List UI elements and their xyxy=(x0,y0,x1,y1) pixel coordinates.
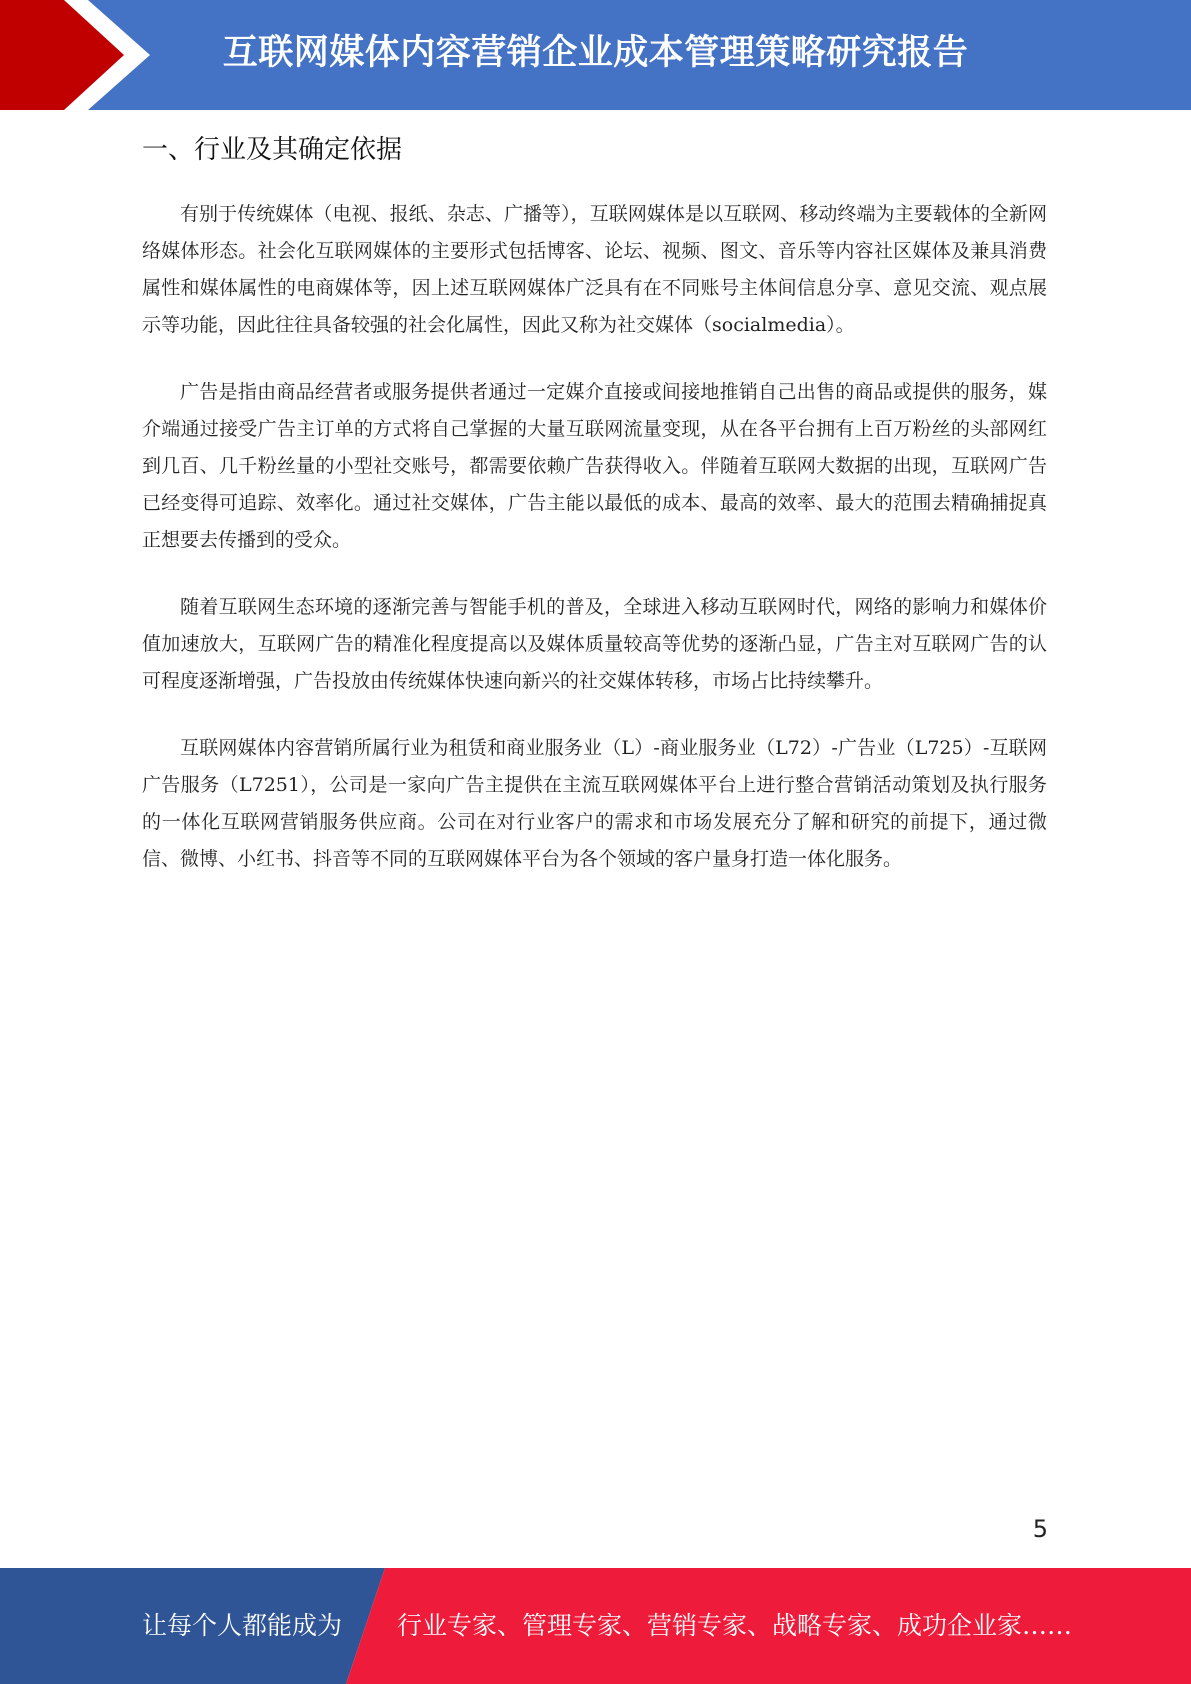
paragraph-3: 随着互联网生态环境的逐渐完善与智能手机的普及，全球进入移动互联网时代，网络的影响力和媒体价值加速放大，互联网广告的精准化程度提高以及媒体质量较高等优势的逐渐凸显，广告主对互联网广告的认可程度逐渐增强，广告投放由传统媒体快速向新兴的社交媒体转移，市场占比持续攀升。 xyxy=(142,596,1047,692)
main-content xyxy=(142,128,1047,908)
footer-slogan-right: 行业专家、管理专家、营销专家、战略专家、成功企业家…… xyxy=(397,1611,1073,1640)
section-heading: 一、行业及其确定依据 xyxy=(142,135,403,165)
header-banner xyxy=(0,0,1191,110)
footer-slogan-left: 让每个人都能成为 xyxy=(142,1611,343,1640)
footer-banner xyxy=(0,1568,1191,1684)
paragraph-4: 互联网媒体内容营销所属行业为租赁和商业服务业（L）-商业服务业（L72）-广告业（L725）-互联网广告服务（L7251），公司是一家向广告主提供在主流互联网媒体平台上进行整合营销活动策划及执行服务的一体化互联网营销服务供应商。公司在对行业客户的需求和市场发展充分了解和研究的前提下，通过微信、微博、小红书、抖音等不同的互联网媒体平台为各个领域的客户量身打造一体化服务。 xyxy=(142,737,1047,870)
report-title: 互联网媒体内容营销企业成本管理策略研究报告 xyxy=(222,33,969,73)
paragraph-1: 有别于传统媒体（电视、报纸、杂志、广播等），互联网媒体是以互联网、移动终端为主要载体的全新网络媒体形态。社会化互联网媒体的主要形式包括博客、论坛、视频、图文、音乐等内容社区媒体及兼具消费属性和媒体属性的电商媒体等，因上述互联网媒体广泛具有在不同账号主体间信息分享、意见交流、观点展示等功能，因此往往具备较强的社会化属性，因此又称为社交媒体（socialmedia）。 xyxy=(142,203,1047,336)
paragraph-2: 广告是指由商品经营者或服务提供者通过一定媒介直接或间接地推销自己出售的商品或提供的服务，媒介端通过接受广告主订单的方式将自己掌握的大量互联网流量变现，从在各平台拥有上百万粉丝的头部网红到几百、几千粉丝量的小型社交账号，都需要依赖广告获得收入。伴随着互联网大数据的出现，互联网广告已经变得可追踪、效率化。通过社交媒体，广告主能以最低的成本、最高的效率、最大的范围去精确捕捉真正想要去传播到的受众。 xyxy=(142,381,1047,551)
page-number: 5 xyxy=(1032,1515,1048,1543)
